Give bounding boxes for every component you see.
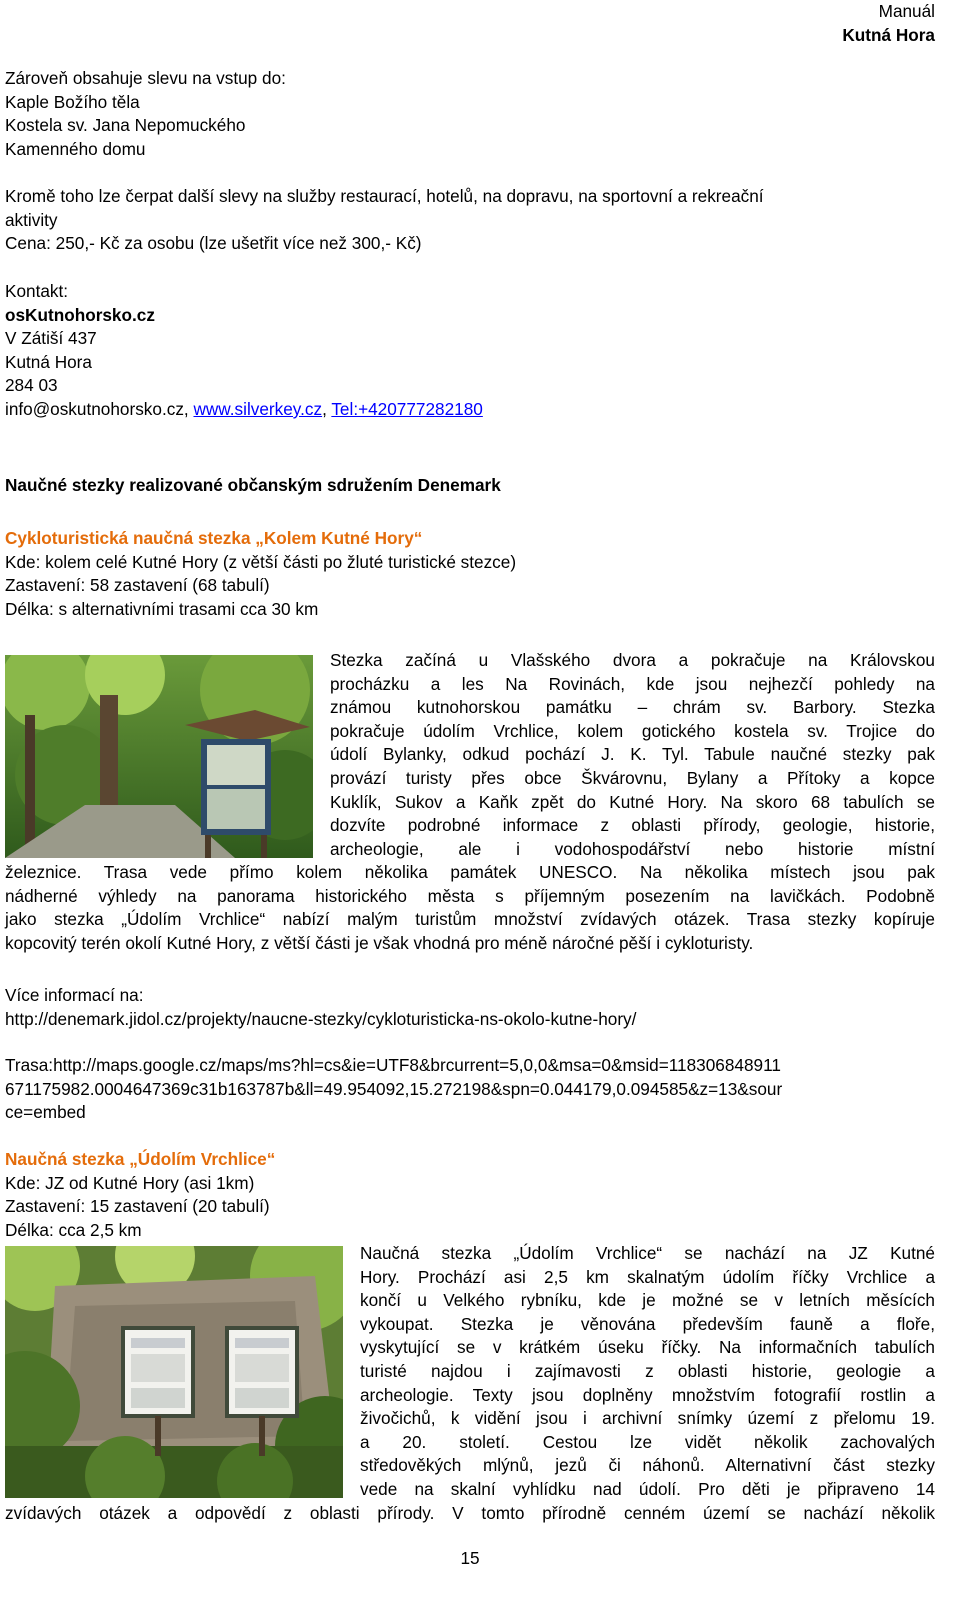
trail2-text-line: zvídavých otázek a odpovědí z oblasti přírody. V tomto přírodně cenném území se nachází několik <box>5 1503 935 1523</box>
trail2-text-line: a 20. století. Cestou lze vidět několik zachovalých <box>360 1431 935 1452</box>
trail2-text-line: vykoupat. Stezka je věnována především fauně a floře, <box>360 1313 935 1334</box>
contact-name: osKutnohorsko.cz <box>5 304 155 325</box>
contact-label: Kontakt: <box>5 281 69 301</box>
trail1-text-line: jako stezka „Údolím Vrchlice“ nabízí malým turistům množství zvídavých otázek. Trasa stezky kopíruje <box>5 909 935 930</box>
trail2-text-line: archeologie. Texty jsou doplněny množstvím fotografií rostlin a <box>360 1384 935 1405</box>
section-title: Naučné stezky realizované občanským sdružením Denemark <box>5 475 501 495</box>
map-url-line: 671175982.0004647369c31b163787b&ll=49.954092,15.272198&spn=0.044179,0.094585&z=13&sour <box>5 1078 783 1099</box>
trail1-photo <box>5 655 313 858</box>
more-info-url[interactable]: http://denemark.jidol.cz/projekty/naucne-stezky/cykloturisticka-ns-okolo-kutne-hory/ <box>5 1008 637 1029</box>
trail1-text-line: nádherné výhledy na panorama historického města s příjemným posezením na lavičkách. Podobně <box>5 885 935 906</box>
trail2-text-line: středověkých mlýnů, jezů či náhonů. Alternativní část stezky <box>360 1455 935 1476</box>
trail1-description-full <box>5 861 935 955</box>
trail1-info <box>5 527 935 621</box>
trail2-title: Naučná stezka „Údolím Vrchlice“ <box>5 1149 276 1169</box>
contact-links <box>5 398 935 422</box>
trail2-text-line: živočichů, k vidění jsou i archivní snímky území z přelomu 19. <box>360 1408 935 1429</box>
trail1-text-line: dozvíte podrobné informace z oblasti přírody, geologie, historie, <box>330 815 935 836</box>
trail1-text-line: údolí Bylanky, odkud pochází J. K. Tyl. Tabule naučné stezky pak <box>330 744 935 765</box>
trail2-info <box>5 1148 935 1242</box>
trail1-length: Délka: s alternativními trasami cca 30 km <box>5 598 319 619</box>
trail1-text-line: železnice. Trasa vede přímo kolem několika památek UNESCO. Na několika místech jsou pak <box>5 862 935 882</box>
contact-city: Kutná Hora <box>5 351 92 372</box>
contact-email: info@oskutnohorsko.cz <box>5 398 184 419</box>
separator: , <box>322 398 332 419</box>
discount-item: Kamenného domu <box>5 138 146 159</box>
contact-street: V Zátiší 437 <box>5 328 97 349</box>
trail2-text-line: turisté najdou i zajímavosti z oblasti historie, geologie a <box>360 1360 935 1381</box>
trail2-text-line: Naučná stezka „Údolím Vrchlice“ se nachází na JZ Kutné <box>360 1243 935 1263</box>
trail1-text-line: Stezka začíná u Vlašského dvora a pokračuje na Královskou <box>330 650 935 670</box>
map-url-line: Trasa:http://maps.google.cz/maps/ms?hl=cs&ie=UTF8&brcurrent=5,0,0&msa=0&msid=118306848911 <box>5 1055 781 1075</box>
phone-link[interactable]: Tel:+420777282180 <box>331 398 483 419</box>
contact-zip: 284 03 <box>5 375 58 396</box>
document-page <box>5 0 935 1609</box>
more-info-label: Více informací na: <box>5 985 144 1005</box>
trail1-title: Cykloturistická naučná stezka „Kolem Kutné Hory“ <box>5 528 423 548</box>
discount-item: Kaple Božího těla <box>5 91 140 112</box>
header-city: Kutná Hora <box>842 24 935 45</box>
trail2-text-line: vede na skalní vyhlídku nad údolí. Pro děti je připraveno 14 <box>360 1478 935 1499</box>
trail2-text-line: Hory. Prochází asi 2,5 km skalnatým údolím říčky Vrchlice a <box>360 1266 935 1287</box>
discount-item: Kostela sv. Jana Nepomuckého <box>5 115 246 136</box>
discount-block <box>5 67 935 161</box>
extra-discounts <box>5 185 935 256</box>
trail2-description-side <box>360 1242 935 1502</box>
trail1-text-line: Kuklík, Sukov a Kaňk zpět do Kutné Hory. Na skoro 68 tabulích se <box>330 791 935 812</box>
header-title: Manuál <box>878 1 935 21</box>
trail1-text-line: procházku a les Na Rovinách, kde jsou nejhezčí pohledy na <box>330 673 935 694</box>
extra-discounts-line: aktivity <box>5 209 58 230</box>
map-url-line: ce=embed <box>5 1102 86 1123</box>
trail2-text-line: končí u Velkého rybníku, kde je možné se v letních měsících <box>360 1290 935 1311</box>
trail2-where: Kde: JZ od Kutné Hory (asi 1km) <box>5 1172 255 1193</box>
trail1-stops: Zastavení: 58 zastavení (68 tabulí) <box>5 575 270 596</box>
contact-block <box>5 280 935 422</box>
trail1-text-line: známou kutnohorskou památku – chrám sv. Barbory. Stezka <box>330 697 935 718</box>
trail1-description-side <box>330 649 935 861</box>
trail1-where: Kde: kolem celé Kutné Hory (z větší části po žluté turistické stezce) <box>5 551 517 572</box>
separator: , <box>183 398 194 419</box>
trail2-text-line: vyskytující se v krátkém úseku říčky. Na informačních tabulích <box>360 1337 935 1358</box>
trail1-map-link[interactable] <box>5 1054 935 1125</box>
website-link[interactable]: www.silverkey.cz <box>193 398 323 419</box>
extra-discounts-line: Kromě toho lze čerpat další slevy na služby restaurací, hotelů, na dopravu, na sportovní a rekreační <box>5 186 764 206</box>
trail1-text-line: provází turisty přes obce Škvárovnu, Bylany a Přítoky a kopce <box>330 767 935 788</box>
page-number: 15 <box>460 1548 480 1568</box>
trail1-text-line: archeologie, ale i vodohospodářství nebo historie místní <box>330 838 935 859</box>
forest-info-board-photo-icon <box>5 655 313 858</box>
page-header <box>842 0 935 47</box>
discount-heading: Zároveň obsahuje slevu na vstup do: <box>5 68 286 88</box>
trail2-description-full <box>5 1502 935 1526</box>
trail2-length: Délka: cca 2,5 km <box>5 1219 142 1240</box>
trail1-text-line: pokračuje údolím Vrchlice, kolem gotického kostela sv. Trojice do <box>330 720 935 741</box>
trail1-text-line: kopcovitý terén okolí Kutné Hory, z větší části je však vhodná pro méně náročné pěší i cykloturisty. <box>5 932 754 953</box>
trail1-more-info <box>5 984 935 1031</box>
trail2-photo <box>5 1246 343 1498</box>
trail2-stops: Zastavení: 15 zastavení (20 tabulí) <box>5 1196 270 1217</box>
rock-wall-info-boards-photo-icon <box>5 1246 343 1498</box>
price-line: Cena: 250,- Kč za osobu (lze ušetřit více než 300,- Kč) <box>5 233 422 254</box>
